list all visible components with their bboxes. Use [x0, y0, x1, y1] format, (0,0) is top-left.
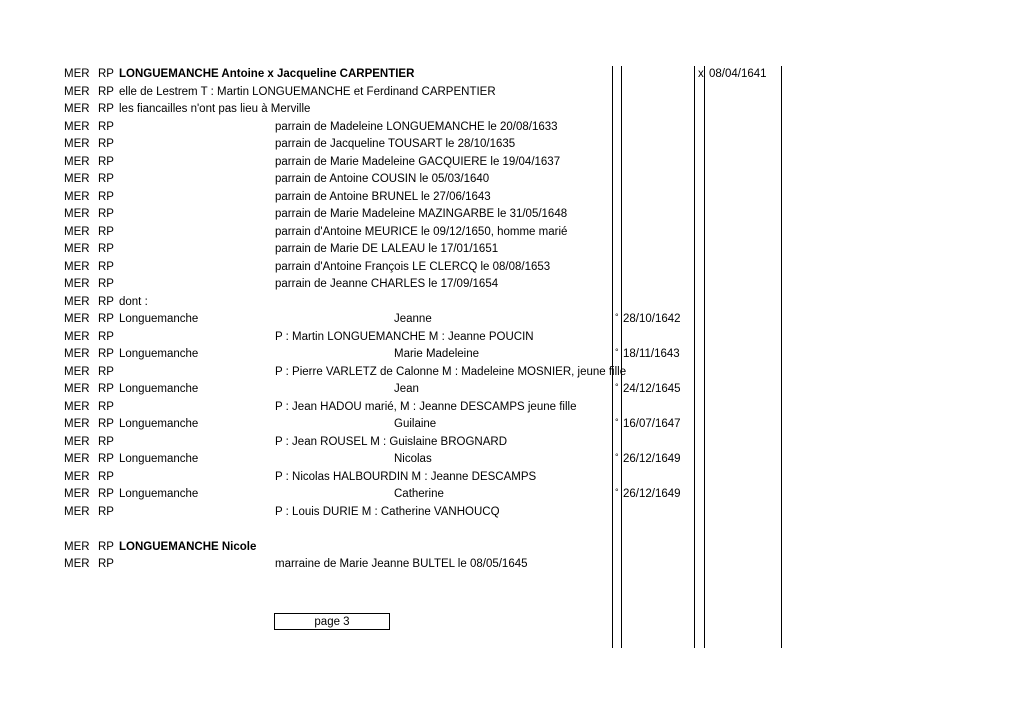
record-row	[0, 521, 1024, 538]
birth-mark: °	[615, 312, 619, 322]
record-text: Longuemanche	[119, 383, 199, 395]
register-type: RP	[98, 400, 114, 413]
birth-date: 26/12/1649	[623, 453, 681, 465]
register-type: RP	[98, 295, 114, 308]
detail-text: parrain de Jeanne CHARLES le 17/09/1654	[275, 278, 499, 290]
register-type: RP	[98, 103, 114, 115]
detail-text: parrain de Marie Madeleine GACQUIERE le 19/04/1637	[275, 155, 561, 168]
record-row	[0, 206, 1024, 223]
parish-code: MER	[64, 173, 90, 185]
parish-code: MER	[64, 505, 90, 518]
register-type: RP	[98, 453, 114, 465]
parish-code: MER	[64, 278, 90, 290]
parish-code: MER	[64, 103, 90, 115]
register-type: RP	[98, 173, 114, 185]
register-type: RP	[98, 120, 114, 133]
record-row	[0, 486, 1024, 503]
parish-code: MER	[64, 348, 90, 360]
record-row	[0, 434, 1024, 451]
record-row	[0, 399, 1024, 416]
record-text: Longuemanche	[119, 488, 199, 500]
parish-code: MER	[64, 155, 90, 168]
parish-code: MER	[64, 418, 90, 430]
register-type: RP	[98, 365, 114, 378]
parish-code: MER	[64, 558, 90, 570]
detail-text: parrain de Jacqueline TOUSART le 28/10/1635	[275, 138, 516, 150]
register-type: RP	[98, 138, 114, 150]
detail-text: P : Louis DURIE M : Catherine VANHOUCQ	[275, 505, 500, 518]
detail-text: parrain d'Antoine MEURICE le 09/12/1650, homme marié	[275, 225, 568, 238]
record-row	[0, 329, 1024, 346]
record-row	[0, 241, 1024, 258]
page-number-box	[274, 613, 390, 630]
record-row	[0, 224, 1024, 241]
detail-text: marraine de Marie Jeanne BULTEL le 08/05/1645	[275, 558, 528, 570]
parish-code: MER	[64, 138, 90, 150]
record-row	[0, 364, 1024, 381]
record-row	[0, 171, 1024, 188]
birth-date: 24/12/1645	[623, 383, 681, 395]
detail-text: P : Martin LONGUEMANCHE M : Jeanne POUCIN	[275, 330, 534, 343]
record-row	[0, 311, 1024, 328]
record-row	[0, 66, 1024, 83]
marriage-date: 08/04/1641	[709, 68, 767, 80]
detail-text: parrain de Madeleine LONGUEMANCHE le 20/08/1633	[275, 120, 558, 133]
birth-date: 16/07/1647	[623, 418, 681, 430]
record-row	[0, 469, 1024, 486]
birth-mark: °	[615, 347, 619, 357]
register-type: RP	[98, 330, 114, 343]
parish-code: MER	[64, 85, 90, 98]
register-type: RP	[98, 505, 114, 518]
parish-code: MER	[64, 488, 90, 500]
register-type: RP	[98, 208, 114, 220]
detail-text: parrain de Marie Madeleine MAZINGARBE le 31/05/1648	[275, 208, 568, 220]
birth-mark: °	[615, 452, 619, 462]
register-type: RP	[98, 260, 114, 273]
page-number: page 3	[314, 616, 350, 628]
register-type: RP	[98, 313, 114, 325]
register-type: RP	[98, 85, 114, 98]
child-name: Jean	[394, 383, 419, 395]
child-name: Nicolas	[394, 453, 432, 465]
parish-code: MER	[64, 120, 90, 133]
birth-mark: °	[615, 417, 619, 427]
child-name: Catherine	[394, 488, 444, 500]
parish-code: MER	[64, 68, 90, 80]
detail-text: parrain d'Antoine François LE CLERCQ le 08/08/1653	[275, 260, 551, 273]
child-name: Marie Madeleine	[394, 348, 480, 360]
record-row	[0, 381, 1024, 398]
record-row	[0, 294, 1024, 311]
record-text: Longuemanche	[119, 418, 199, 430]
register-type: RP	[98, 190, 114, 203]
record-row	[0, 136, 1024, 153]
parish-code: MER	[64, 470, 90, 483]
parish-code: MER	[64, 260, 90, 273]
record-row	[0, 451, 1024, 468]
birth-mark: °	[615, 487, 619, 497]
record-text: les fiancailles n'ont pas lieu à Merville	[119, 103, 311, 115]
record-row	[0, 154, 1024, 171]
register-type: RP	[98, 435, 114, 448]
detail-text: parrain de Antoine COUSIN le 05/03/1640	[275, 173, 490, 185]
record-row	[0, 276, 1024, 293]
detail-text: P : Jean ROUSEL M : Guislaine BROGNARD	[275, 435, 507, 448]
record-text: dont :	[119, 295, 148, 308]
record-row	[0, 504, 1024, 521]
parish-code: MER	[64, 208, 90, 220]
record-row	[0, 189, 1024, 206]
register-type: RP	[98, 348, 114, 360]
record-text: LONGUEMANCHE Nicole	[119, 540, 257, 553]
register-type: RP	[98, 470, 114, 483]
parish-code: MER	[64, 295, 90, 308]
detail-text: P : Nicolas HALBOURDIN M : Jeanne DESCAMPS	[275, 470, 537, 483]
parish-code: MER	[64, 225, 90, 238]
register-type: RP	[98, 558, 114, 570]
parish-code: MER	[64, 435, 90, 448]
detail-text: P : Pierre VARLETZ de Calonne M : Madeleine MOSNIER, jeune fille	[275, 365, 627, 378]
parish-code: MER	[64, 243, 90, 255]
record-text: elle de Lestrem T : Martin LONGUEMANCHE et Ferdinand CARPENTIER	[119, 85, 496, 98]
parish-code: MER	[64, 400, 90, 413]
child-name: Guilaine	[394, 418, 437, 430]
record-row	[0, 119, 1024, 136]
detail-text: parrain de Marie DE LALEAU le 17/01/1651	[275, 243, 499, 255]
register-type: RP	[98, 383, 114, 395]
parish-code: MER	[64, 453, 90, 465]
register-type: RP	[98, 68, 114, 80]
detail-text: parrain de Antoine BRUNEL le 27/06/1643	[275, 190, 491, 203]
parish-code: MER	[64, 365, 90, 378]
child-name: Jeanne	[394, 313, 432, 325]
birth-mark: °	[615, 382, 619, 392]
register-type: RP	[98, 225, 114, 238]
parish-code: MER	[64, 330, 90, 343]
record-row	[0, 84, 1024, 101]
register-type: RP	[98, 155, 114, 168]
record-row	[0, 259, 1024, 276]
record-text: Longuemanche	[119, 453, 199, 465]
marriage-mark: x	[698, 68, 704, 80]
record-row	[0, 101, 1024, 118]
register-type: RP	[98, 278, 114, 290]
parish-code: MER	[64, 190, 90, 203]
record-row	[0, 539, 1024, 556]
register-type: RP	[98, 488, 114, 500]
parish-code: MER	[64, 313, 90, 325]
register-type: RP	[98, 540, 114, 553]
register-type: RP	[98, 418, 114, 430]
birth-date: 28/10/1642	[623, 313, 681, 325]
parish-code: MER	[64, 540, 90, 553]
record-text: Longuemanche	[119, 348, 199, 360]
record-row	[0, 556, 1024, 573]
birth-date: 26/12/1649	[623, 488, 681, 500]
register-type: RP	[98, 243, 114, 255]
record-row	[0, 346, 1024, 363]
birth-date: 18/11/1643	[623, 348, 680, 360]
record-text: LONGUEMANCHE Antoine x Jacqueline CARPENTIER	[119, 68, 415, 80]
record-text: Longuemanche	[119, 313, 199, 325]
parish-code: MER	[64, 383, 90, 395]
detail-text: P : Jean HADOU marié, M : Jeanne DESCAMPS jeune fille	[275, 400, 577, 413]
record-row	[0, 416, 1024, 433]
